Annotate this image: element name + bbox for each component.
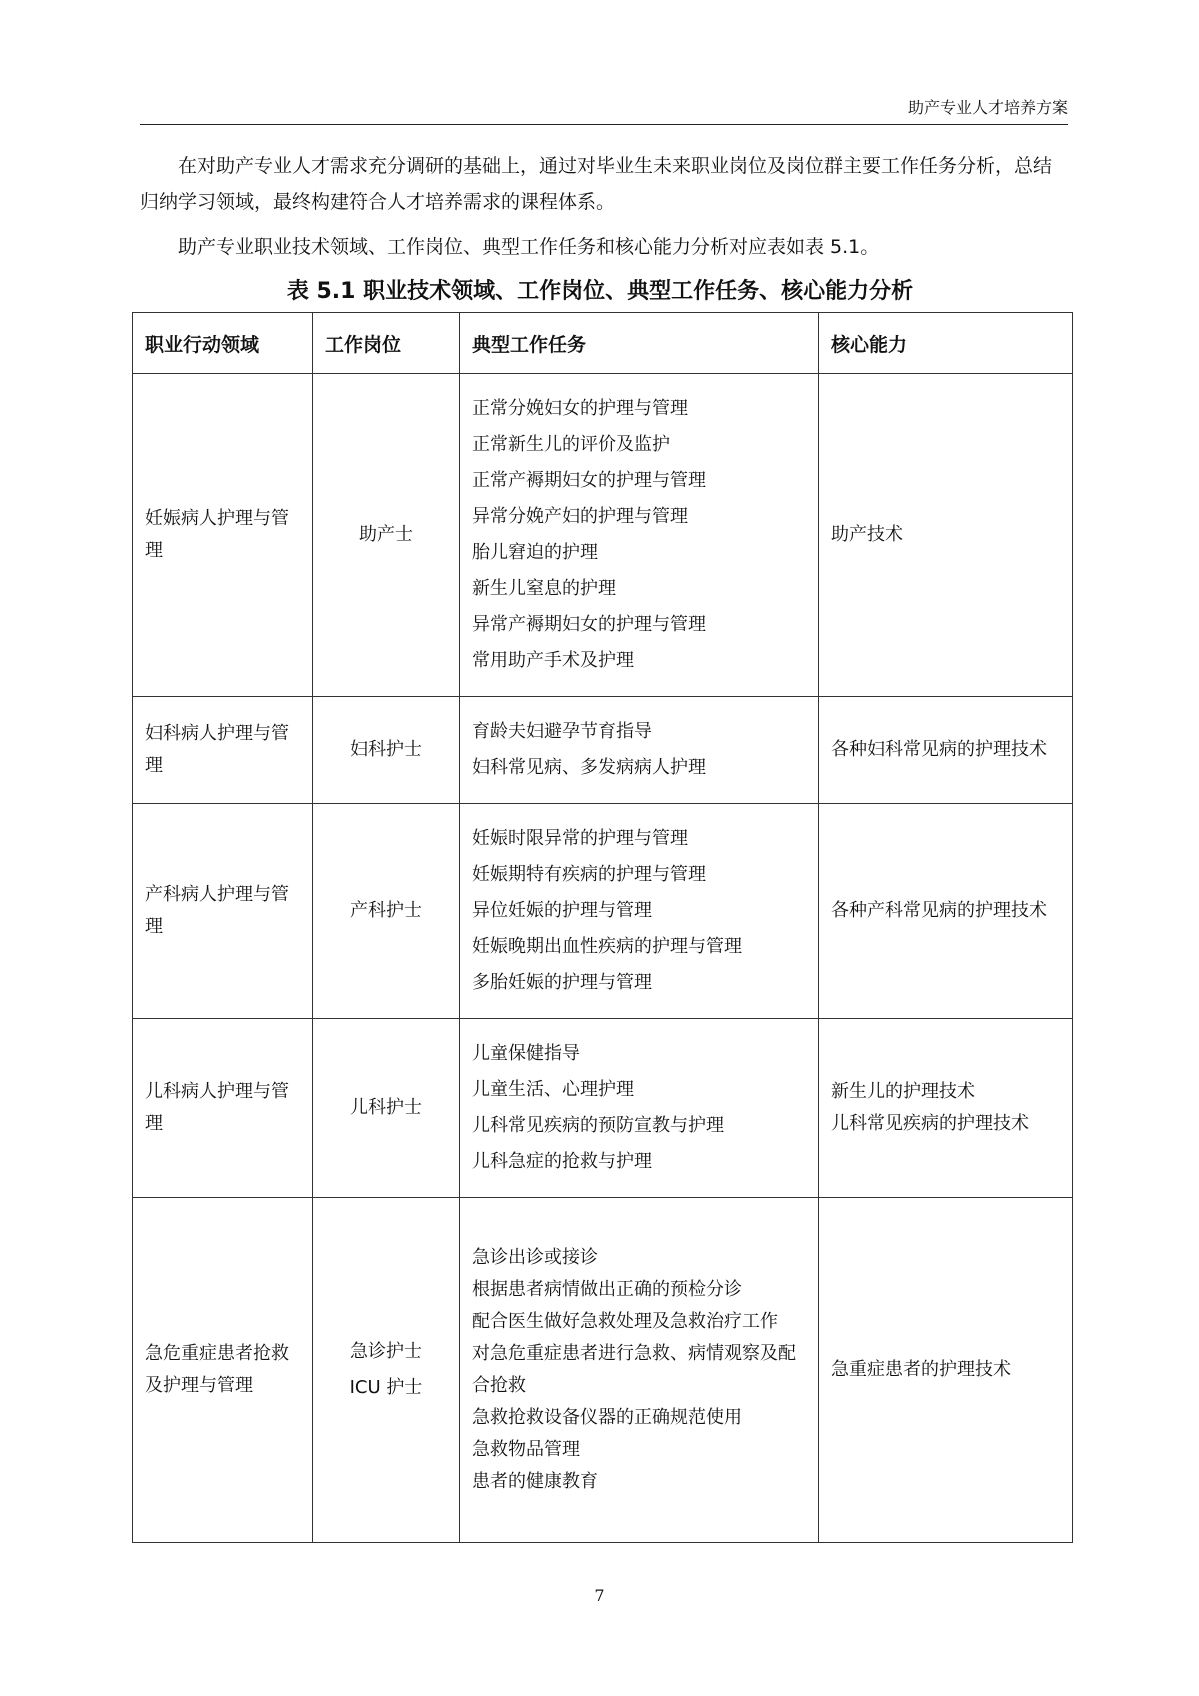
analysis-table (132, 312, 1073, 1543)
task-item: 对急危重症患者进行急救、病情观察及配合抢救 (472, 1343, 796, 1396)
cell-post (313, 804, 460, 1019)
domain-text: 儿科病人护理与管理 (145, 1081, 289, 1134)
post-text: 妇科护士 (350, 739, 422, 760)
table-header-row (133, 313, 1073, 374)
task-item: 急救抢救设备仪器的正确规范使用 (472, 1407, 742, 1428)
task-item: 配合医生做好急救处理及急救治疗工作 (472, 1311, 778, 1332)
task-item: 异常产褥期妇女的护理与管理 (472, 614, 706, 635)
header-post: 工作岗位 (313, 313, 460, 374)
cell-post (313, 1198, 460, 1543)
domain-text: 妊娠病人护理与管理 (145, 508, 289, 561)
post-text: 产科护士 (350, 900, 422, 921)
table-row (133, 1198, 1073, 1543)
cell-post (313, 1019, 460, 1198)
task-item: 儿童保健指导 (472, 1043, 580, 1064)
core-text: 急重症患者的护理技术 (831, 1359, 1011, 1380)
cell-core (819, 697, 1073, 804)
intro-paragraph: 在对助产专业人才需求充分调研的基础上，通过对毕业生未来职业岗位及岗位群主要工作任务分析，总结归纳学习领域，最终构建符合人才培养需求的课程体系。 (140, 155, 1053, 213)
running-header: 助产专业人才培养方案 (907, 98, 1068, 117)
domain-text: 妇科病人护理与管理 (145, 723, 289, 776)
task-item: 儿科急症的抢救与护理 (472, 1151, 652, 1172)
task-item: 胎儿窘迫的护理 (472, 542, 598, 563)
cell-core (819, 1019, 1073, 1198)
task-item: 育龄夫妇避孕节育指导 (472, 721, 652, 742)
task-item: 正常产褥期妇女的护理与管理 (472, 470, 706, 491)
task-item: 正常分娩妇女的护理与管理 (472, 398, 688, 419)
header-rule (140, 124, 1068, 125)
cell-domain (133, 804, 313, 1019)
task-item: 儿童生活、心理护理 (472, 1079, 634, 1100)
task-item: 妊娠期特有疾病的护理与管理 (472, 864, 706, 885)
header-domain: 职业行动领域 (133, 313, 313, 374)
task-item: 妊娠时限异常的护理与管理 (472, 828, 688, 849)
cell-tasks (460, 697, 819, 804)
task-item: 新生儿窒息的护理 (472, 578, 616, 599)
post-text: ICU 护士 (349, 1377, 423, 1398)
task-item: 常用助产手术及护理 (472, 650, 634, 671)
task-item: 根据患者病情做出正确的预检分诊 (472, 1279, 742, 1300)
cell-tasks (460, 374, 819, 697)
core-text: 儿科常见疾病的护理技术 (831, 1113, 1029, 1134)
table-row (133, 374, 1073, 697)
task-item: 妇科常见病、多发病病人护理 (472, 757, 706, 778)
cell-tasks (460, 1019, 819, 1198)
cell-core (819, 1198, 1073, 1543)
table-caption: 表 5.1 职业技术领域、工作岗位、典型工作任务、核心能力分析 (286, 279, 914, 304)
cell-domain (133, 1198, 313, 1543)
cell-post (313, 697, 460, 804)
task-item: 妊娠晚期出血性疾病的护理与管理 (472, 936, 742, 957)
core-text: 各种妇科常见病的护理技术 (831, 739, 1047, 760)
post-text: 儿科护士 (350, 1097, 422, 1118)
page-number: 7 (594, 1586, 605, 1605)
cell-core (819, 374, 1073, 697)
cell-post (313, 374, 460, 697)
core-text: 新生儿的护理技术 (831, 1081, 975, 1102)
core-text: 助产技术 (831, 524, 903, 545)
post-text: 急诊护士 (350, 1341, 422, 1362)
task-item: 急救物品管理 (472, 1439, 580, 1460)
task-item: 正常新生儿的评价及监护 (472, 434, 670, 455)
task-item: 急诊出诊或接诊 (472, 1247, 598, 1268)
header-tasks: 典型工作任务 (460, 313, 819, 374)
table-row (133, 804, 1073, 1019)
task-item: 儿科常见疾病的预防宣教与护理 (472, 1115, 724, 1136)
task-item: 多胎妊娠的护理与管理 (472, 972, 652, 993)
task-item: 异位妊娠的护理与管理 (472, 900, 652, 921)
table-reference-paragraph: 助产专业职业技术领域、工作岗位、典型工作任务和核心能力分析对应表如表 5.1。 (178, 236, 880, 258)
table-row (133, 697, 1073, 804)
cell-domain (133, 1019, 313, 1198)
header-core: 核心能力 (819, 313, 1073, 374)
task-item: 异常分娩产妇的护理与管理 (472, 506, 688, 527)
post-text: 助产士 (359, 524, 413, 545)
domain-text: 急危重症患者抢救及护理与管理 (145, 1343, 289, 1396)
cell-core (819, 804, 1073, 1019)
core-text: 各种产科常见病的护理技术 (831, 900, 1047, 921)
cell-tasks (460, 804, 819, 1019)
cell-domain (133, 697, 313, 804)
domain-text: 产科病人护理与管理 (145, 884, 289, 937)
table-row (133, 1019, 1073, 1198)
cell-domain (133, 374, 313, 697)
cell-tasks (460, 1198, 819, 1543)
task-item: 患者的健康教育 (472, 1471, 598, 1492)
